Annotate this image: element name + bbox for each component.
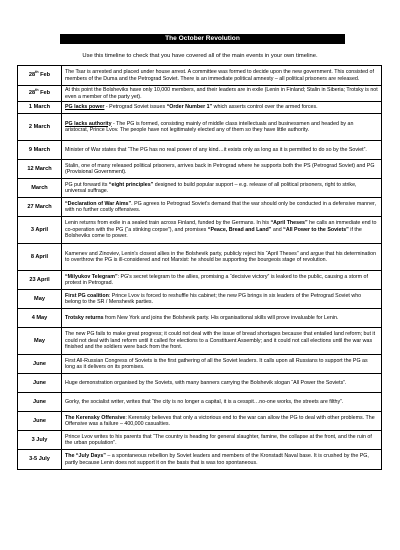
timeline-date: 2 March <box>18 114 62 141</box>
event-text: – a spontaneous rebellion by Soviet leaders and members of the Kronstadt Naval base. It is crushed by the PG, partly because Lenin does not support it on the basis that is was too spontaneous. <box>65 453 369 466</box>
timeline-event <box>62 102 382 114</box>
timeline-row <box>18 102 382 114</box>
event-text: “Peace, Bread and Land” <box>207 226 272 233</box>
timeline-date: 3-5 July <box>18 450 62 470</box>
timeline-event <box>62 141 382 160</box>
timeline-row <box>18 179 382 198</box>
timeline-event <box>62 179 382 198</box>
event-text: At this point the Bolsheviks have only 10,000 members, and their leaders are in exile (Lenin in Finland; Stalin in Siberia; Trotsky is not even a member of the party yet). <box>65 87 378 100</box>
timeline-row <box>18 290 382 309</box>
timeline-event <box>62 271 382 290</box>
event-text: - Petrograd Soviet issues <box>104 104 167 111</box>
timeline-event <box>62 244 382 271</box>
timeline-row <box>18 271 382 290</box>
timeline-event <box>62 450 382 470</box>
event-text: : Kerensky believes that only a victorious end to the war can allow the PG to deal with other problems. The Offensive was a failure – 400,000 casualties. <box>65 414 375 427</box>
timeline-event <box>62 198 382 217</box>
event-text: Stalin, one of many released political prisoners, arrives back in Petrograd where he supports both the PS (Petrograd Soviet) and PG (Provisional Government). <box>65 162 375 175</box>
event-text: Minister of War states that “The PG has no real power of any kind…it exists only as long as it is permitted to do so by the Soviet”. <box>65 146 367 153</box>
timeline-date: 1 March <box>18 102 62 114</box>
timeline-event <box>62 393 382 412</box>
event-text: Gorky, the socialist writer, writes that “the city is no longer a capital, it is a cesspit…no-one works, the streets are filthy”. <box>65 398 344 405</box>
timeline-event <box>62 309 382 328</box>
event-text: which asserts control over the armed forces. <box>212 104 318 111</box>
timeline-date: March <box>18 179 62 198</box>
timeline-date: May <box>18 328 62 355</box>
timeline-row <box>18 393 382 412</box>
timeline-event <box>62 328 382 355</box>
timeline-date: 3 July <box>18 431 62 450</box>
timeline-row <box>18 328 382 355</box>
timeline-event <box>62 114 382 141</box>
timeline-event <box>62 355 382 374</box>
event-text: “Declaration of War Aims” <box>65 200 132 207</box>
event-text: First PG coalition <box>65 292 109 299</box>
timeline-row <box>18 355 382 374</box>
event-text: and <box>271 226 284 233</box>
event-text: he calls an immediate end to co-operation with the PG (“a stinking corpse”), and promises <box>65 220 377 233</box>
timeline-date: 27 March <box>18 198 62 217</box>
event-text: The new PG fails to make great progress; it could not deal with the issue of bread shortages because that entailed land reform; but it could not deal with land reform until it called for elections to a Constituent Assembly; and it could not call elections until the war was finished and the soldiers were back from the front. <box>65 331 376 351</box>
event-text: “All Power to the Soviets” <box>283 226 349 233</box>
timeline-row <box>18 160 382 179</box>
timeline-table <box>17 65 382 470</box>
timeline-date: 28th Feb <box>18 86 62 102</box>
timeline-event <box>62 217 382 244</box>
event-text: - The PG is formed, consisting mainly of middle class intellectuals and businessmen and headed by an aristocrat, Prince Lvov. The people have not legitimately elected any of them so they have little authority. <box>65 120 354 133</box>
page-title: The October Revolution <box>60 34 345 44</box>
event-text: The “July Days” <box>65 453 106 459</box>
timeline-date: June <box>18 393 62 412</box>
timeline-date: June <box>18 412 62 431</box>
event-text: PG lacks authority <box>65 120 112 127</box>
timeline-event <box>62 290 382 309</box>
event-text: from New York and joins the Bolshevik party. His organisational skills will prove invaluable for Lenin. <box>103 314 339 321</box>
event-text: Lenin returns from exile in a sealed train across Finland, funded by the Germans. In his <box>65 220 271 227</box>
event-text: : PG's secret telegram to the allies, promising a “decisive victory” is leaked to the public, causing a storm of protest in Petrograd. <box>65 273 368 286</box>
timeline-row <box>18 114 382 141</box>
timeline-date: 8 April <box>18 244 62 271</box>
timeline-event <box>62 86 382 102</box>
timeline-body <box>18 66 382 470</box>
timeline-date: May <box>18 290 62 309</box>
timeline-row <box>18 217 382 244</box>
timeline-row <box>18 141 382 160</box>
timeline-row <box>18 450 382 470</box>
timeline-date: 12 March <box>18 160 62 179</box>
timeline-row <box>18 198 382 217</box>
event-text: . PG agrees to Petrograd Soviet's demand that the war should only be conducted in a defensive manner, with no further costly offensives. <box>65 200 376 213</box>
event-text: “eight principles” <box>108 181 154 188</box>
timeline-date: June <box>18 355 62 374</box>
timeline-event <box>62 412 382 431</box>
timeline-date: June <box>18 374 62 393</box>
event-text: Trotsky returns <box>65 314 104 321</box>
intro-text: Use this timeline to check that you have covered all of the main events in your own timeline. <box>82 53 318 59</box>
timeline-event <box>62 66 382 86</box>
timeline-row <box>18 244 382 271</box>
timeline-date: 23 April <box>18 271 62 290</box>
timeline-date: 4 May <box>18 309 62 328</box>
event-text: designed to build popular support – e.g. release of all political prisoners, right to strike, universal suffrage. <box>65 181 357 194</box>
timeline-date: 9 March <box>18 141 62 160</box>
event-text: “Order Number 1” <box>166 104 213 111</box>
timeline-row <box>18 66 382 86</box>
event-text: Huge demonstration organised by the Soviets, with many banners carrying the Bolshevik slogan “All Power the Soviets”. <box>65 379 347 386</box>
timeline-row <box>18 374 382 393</box>
event-text: First All-Russian Congress of Soviets is the first gathering of all the Soviet leaders. It calls upon all Russians to support the PG as long as it delivers on its promises. <box>65 357 368 370</box>
event-text: : Prince Lvov is forced to reshuffle his cabinet; the new PG brings in six leaders of the Petrograd Soviet who belong to the SR / Menshevik parties. <box>65 292 362 305</box>
event-text: “Milyukov Telegram” <box>65 273 118 280</box>
timeline-row <box>18 412 382 431</box>
event-text: Prince Lvov writes to his parents that “The country is heading for general slaughter, famine, the collapse at the front, and the ruin of the urban population”. <box>65 433 372 446</box>
timeline-event <box>62 160 382 179</box>
timeline-row <box>18 309 382 328</box>
timeline-row <box>18 86 382 102</box>
timeline-event <box>62 431 382 450</box>
timeline-date: 28th Feb <box>18 66 62 86</box>
timeline-row <box>18 431 382 450</box>
event-text: PG lacks power <box>65 104 105 111</box>
event-text: The Kerensky Offensive <box>65 414 126 421</box>
event-text: if the Bolsheviks come to power. <box>65 226 362 240</box>
event-text: “April Theses” <box>270 220 308 227</box>
event-text: PG put forward its <box>65 181 109 188</box>
event-text: Kamenev and Zinoviev, Lenin's closest allies in the Bolshevik party, publicly reject his “April Theses” and argue that his determination to overthrow the PG is ill-considered and not Marxist: he should be supporting the bourgeois stage of revolution. <box>65 250 377 263</box>
event-text: The Tsar is arrested and placed under house arrest. A committee was formed to decide upon the new government. This consisted of members of the Duma and the Petrograd Soviet. There is an immediate political amnesty – all political prisoners are released. <box>65 69 374 82</box>
timeline-event <box>62 374 382 393</box>
timeline-date: 3 April <box>18 217 62 244</box>
